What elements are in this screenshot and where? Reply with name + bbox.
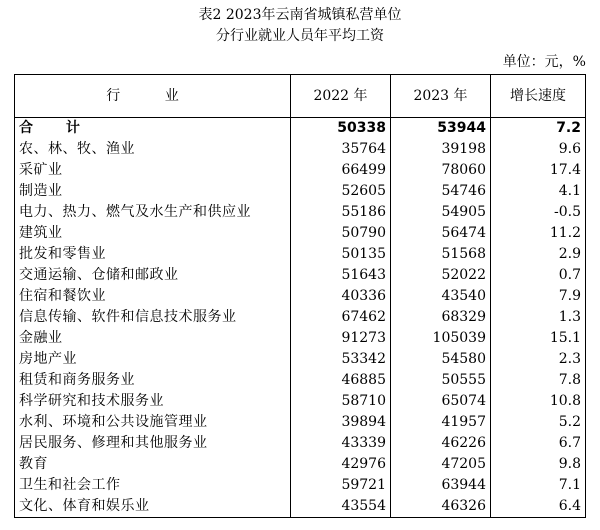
table-row xyxy=(15,286,586,307)
industry-cell: 居民服务、修理和其他服务业 xyxy=(15,433,291,454)
value-2022-cell: 39894 xyxy=(291,412,391,433)
unit-note: 单位：元，% xyxy=(502,54,586,70)
industry-cell: 建筑业 xyxy=(15,223,291,244)
growth-cell: 17.4 xyxy=(491,160,586,181)
growth-cell: 7.2 xyxy=(491,118,586,140)
table-row xyxy=(15,160,586,181)
industry-cell: 农、林、牧、渔业 xyxy=(15,139,291,160)
value-2022-cell: 55186 xyxy=(291,202,391,223)
value-2022-cell: 58710 xyxy=(291,391,391,412)
table-row xyxy=(15,412,586,433)
value-2023-cell: 54746 xyxy=(391,181,491,202)
growth-cell: 4.1 xyxy=(491,181,586,202)
value-2022-cell: 67462 xyxy=(291,307,391,328)
table-row xyxy=(15,454,586,475)
growth-cell: 0.7 xyxy=(491,265,586,286)
table-row xyxy=(15,139,586,160)
header-2023: 2023 年 xyxy=(391,75,491,118)
value-2022-cell: 50135 xyxy=(291,244,391,265)
growth-cell: 6.4 xyxy=(491,496,586,518)
value-2022-cell: 66499 xyxy=(291,160,391,181)
value-2022-cell: 91273 xyxy=(291,328,391,349)
industry-cell: 房地产业 xyxy=(15,349,291,370)
table-body xyxy=(15,118,586,518)
header-industry: 行 业 xyxy=(15,75,291,118)
table-row xyxy=(15,223,586,244)
growth-cell: 1.3 xyxy=(491,307,586,328)
value-2023-cell: 68329 xyxy=(391,307,491,328)
industry-cell: 水利、环境和公共设施管理业 xyxy=(15,412,291,433)
growth-cell: 7.1 xyxy=(491,475,586,496)
growth-cell: 2.3 xyxy=(491,349,586,370)
value-2023-cell: 39198 xyxy=(391,139,491,160)
growth-cell: 11.2 xyxy=(491,223,586,244)
industry-cell: 金融业 xyxy=(15,328,291,349)
table-row xyxy=(15,433,586,454)
value-2023-cell: 78060 xyxy=(391,160,491,181)
value-2023-cell: 47205 xyxy=(391,454,491,475)
wage-table xyxy=(14,74,586,518)
growth-cell: 7.9 xyxy=(491,286,586,307)
header-growth: 增长速度 xyxy=(491,75,586,118)
value-2022-cell: 51643 xyxy=(291,265,391,286)
value-2022-cell: 43339 xyxy=(291,433,391,454)
industry-cell: 教育 xyxy=(15,454,291,475)
value-2023-cell: 105039 xyxy=(391,328,491,349)
value-2023-cell: 52022 xyxy=(391,265,491,286)
table-row xyxy=(15,475,586,496)
growth-cell: 10.8 xyxy=(491,391,586,412)
growth-cell: 7.8 xyxy=(491,370,586,391)
value-2022-cell: 42976 xyxy=(291,454,391,475)
growth-cell: 5.2 xyxy=(491,412,586,433)
value-2023-cell: 53944 xyxy=(391,118,491,140)
value-2022-cell: 35764 xyxy=(291,139,391,160)
table-row-total xyxy=(15,118,586,140)
value-2022-cell: 40336 xyxy=(291,286,391,307)
value-2023-cell: 43540 xyxy=(391,286,491,307)
industry-cell: 批发和零售业 xyxy=(15,244,291,265)
value-2023-cell: 46226 xyxy=(391,433,491,454)
table-row xyxy=(15,496,586,518)
growth-cell: 9.6 xyxy=(491,139,586,160)
value-2022-cell: 43554 xyxy=(291,496,391,518)
value-2022-cell: 53342 xyxy=(291,349,391,370)
table-caption-line1: 表2 2023年云南省城镇私营单位 xyxy=(198,7,402,23)
table-row xyxy=(15,370,586,391)
value-2023-cell: 51568 xyxy=(391,244,491,265)
industry-cell: 合 计 xyxy=(15,118,291,140)
growth-cell: 2.9 xyxy=(491,244,586,265)
value-2022-cell: 50790 xyxy=(291,223,391,244)
value-2023-cell: 46326 xyxy=(391,496,491,518)
header-row xyxy=(15,75,586,118)
table-row xyxy=(15,202,586,223)
table-row xyxy=(15,328,586,349)
value-2023-cell: 56474 xyxy=(391,223,491,244)
industry-cell: 住宿和餐饮业 xyxy=(15,286,291,307)
value-2023-cell: 54580 xyxy=(391,349,491,370)
industry-cell: 信息传输、软件和信息技术服务业 xyxy=(15,307,291,328)
growth-cell: 6.7 xyxy=(491,433,586,454)
growth-cell: 9.8 xyxy=(491,454,586,475)
industry-cell: 制造业 xyxy=(15,181,291,202)
industry-cell: 租赁和商务服务业 xyxy=(15,370,291,391)
industry-cell: 文化、体育和娱乐业 xyxy=(15,496,291,518)
table-row xyxy=(15,265,586,286)
growth-cell: 15.1 xyxy=(491,328,586,349)
value-2023-cell: 65074 xyxy=(391,391,491,412)
value-2023-cell: 54905 xyxy=(391,202,491,223)
table-row xyxy=(15,181,586,202)
value-2022-cell: 59721 xyxy=(291,475,391,496)
table-row xyxy=(15,349,586,370)
table-row xyxy=(15,391,586,412)
industry-cell: 卫生和社会工作 xyxy=(15,475,291,496)
industry-cell: 电力、热力、燃气及水生产和供应业 xyxy=(15,202,291,223)
industry-cell: 采矿业 xyxy=(15,160,291,181)
header-2022: 2022 年 xyxy=(291,75,391,118)
table-row xyxy=(15,244,586,265)
growth-cell: -0.5 xyxy=(491,202,586,223)
value-2023-cell: 63944 xyxy=(391,475,491,496)
industry-cell: 交通运输、仓储和邮政业 xyxy=(15,265,291,286)
value-2022-cell: 46885 xyxy=(291,370,391,391)
value-2023-cell: 50555 xyxy=(391,370,491,391)
value-2022-cell: 50338 xyxy=(291,118,391,140)
table-row xyxy=(15,307,586,328)
table-caption-line2: 分行业就业人员年平均工资 xyxy=(216,28,384,44)
value-2022-cell: 52605 xyxy=(291,181,391,202)
value-2023-cell: 41957 xyxy=(391,412,491,433)
industry-cell: 科学研究和技术服务业 xyxy=(15,391,291,412)
